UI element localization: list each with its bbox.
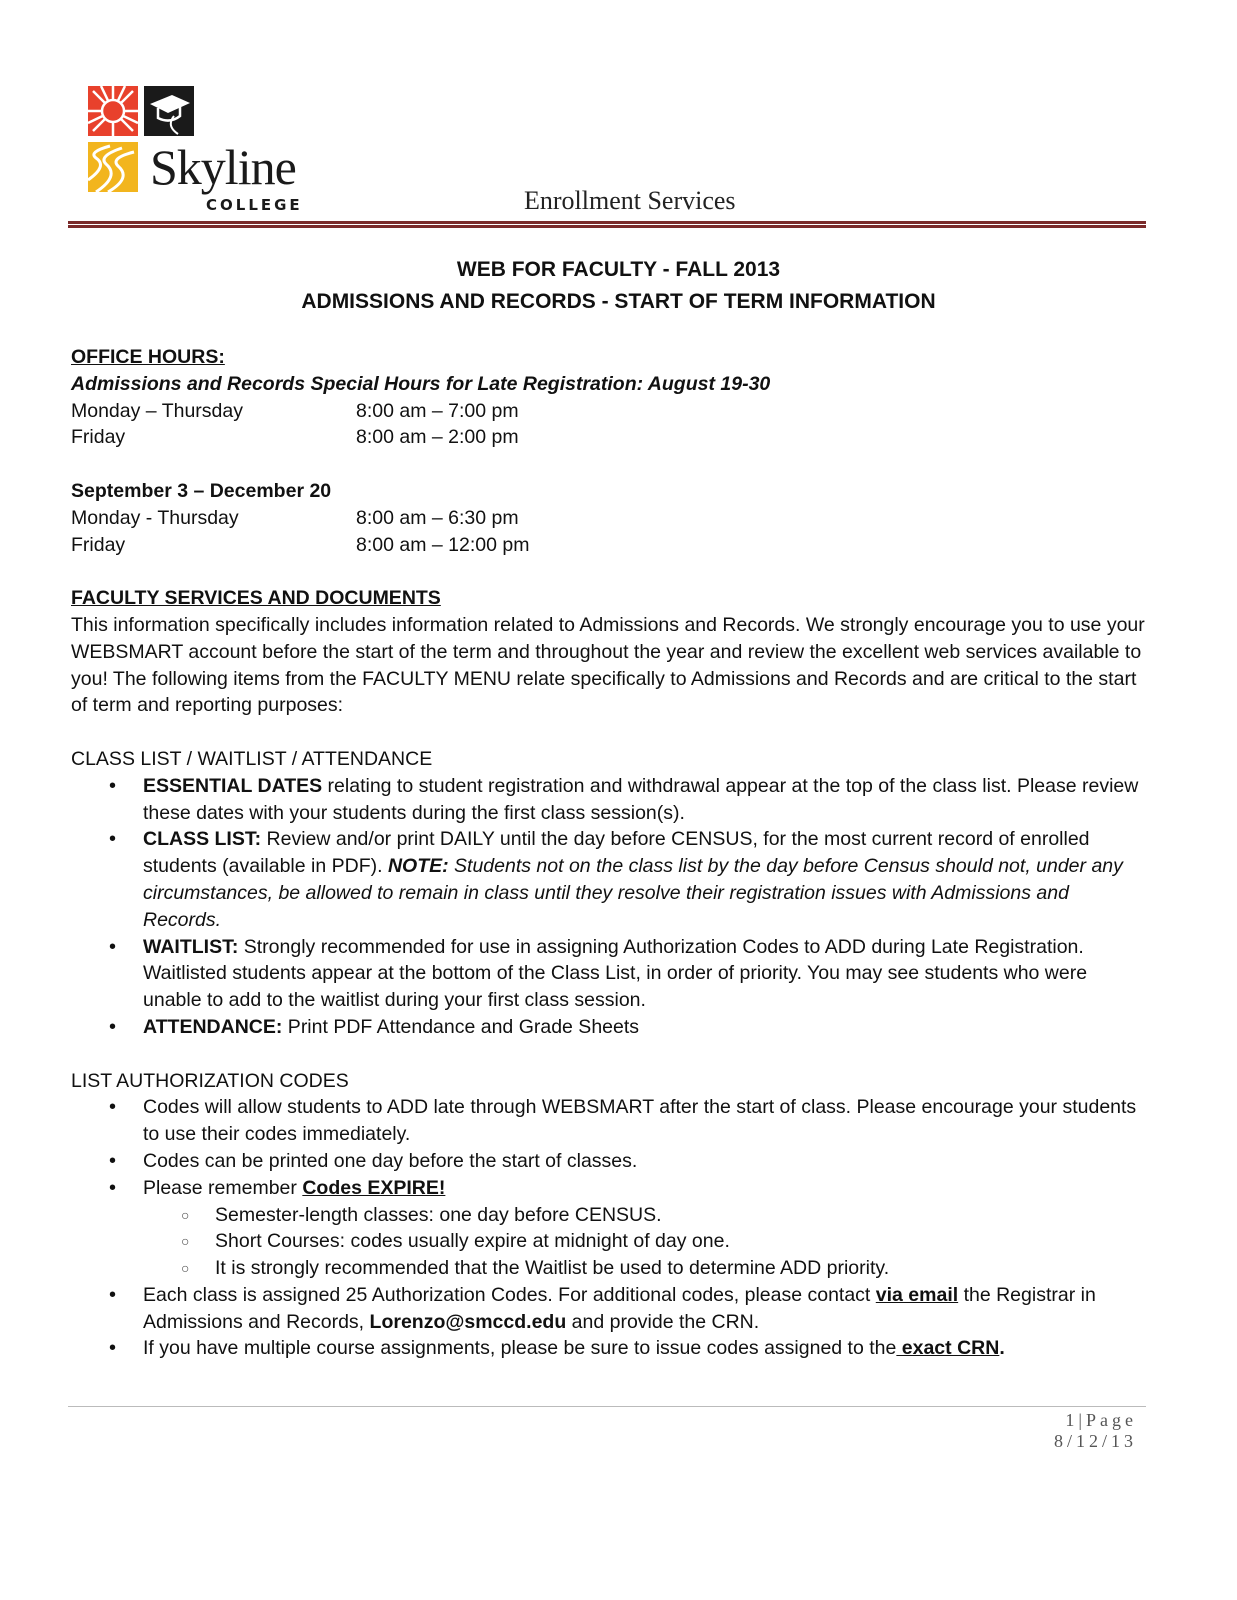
list-item: • Please remember Codes EXPIRE! ○ Semester-length classes: one day before CENSUS. ○ Short Courses: codes usually expire at midnight of day one. ○ It is strongly recommended that the Waitlist be used to determine ADD priority. (143, 1175, 1146, 1282)
document-body (71, 344, 1146, 1362)
road-icon (88, 142, 138, 192)
list-item: • ATTENDANCE: Print PDF Attendance and Grade Sheets (143, 1014, 1146, 1041)
logo-wordmark: Skyline (150, 139, 296, 195)
hours-row (71, 532, 1146, 559)
page-footer (1054, 1410, 1137, 1452)
sub-list-item: ○ Semester-length classes: one day before CENSUS. (215, 1202, 1146, 1229)
expiry-sublist (143, 1202, 1146, 1282)
document-date: 8/12/13 (1053, 1431, 1137, 1451)
list-item: • If you have multiple course assignments, please be sure to issue codes assigned to the exact CRN. (143, 1335, 1146, 1362)
special-hours-label: Admissions and Records Special Hours for Late Registration: August 19-30 (71, 372, 771, 395)
list-item: • Each class is assigned 25 Authorization Codes. For additional codes, please contact via email the Registrar in Admissions and Records, Lorenzo@smccd.edu and provide the CRN. (143, 1282, 1146, 1336)
hours-row (71, 505, 1146, 532)
sun-icon (88, 86, 138, 136)
department-name: Enrollment Services (524, 186, 736, 215)
hours-day: Monday – Thursday (71, 399, 243, 422)
registrar-email[interactable]: Lorenzo@smccd.edu (369, 1310, 567, 1333)
faculty-services-heading: FACULTY SERVICES AND DOCUMENTS (71, 587, 441, 610)
page-number: 1|Page (1065, 1410, 1137, 1430)
via-email-link[interactable]: via email (875, 1283, 959, 1306)
class-list-bullets (71, 773, 1146, 1041)
faculty-services-paragraph: This information specifically includes information related to Admissions and Records. We strongly encourage you to use your WEBSMART account before the start of the term and throughout the year and review the excellent web services available to you! The following items from the FACULTY MENU relate specifically to Admissions and Records and are critical to the start of term and reporting purposes: (71, 613, 1145, 717)
hours-row (71, 424, 1146, 451)
logo-subtitle: COLLEGE (206, 196, 303, 214)
header-rule-top (68, 221, 1146, 224)
header-rule-bottom (68, 225, 1146, 228)
hours-time: 8:00 am – 7:00 pm (356, 399, 519, 422)
hours-day: Friday (71, 426, 126, 449)
sub-list-item: ○ Short Courses: codes usually expire at midnight of day one. (215, 1228, 1146, 1255)
list-item: • WAITLIST: Strongly recommended for use in assigning Authorization Codes to ADD during Late Registration. Waitlisted students appear at the bottom of the Class List, in order of priority. You may see students who were unable to add to the waitlist during your first class session. (143, 934, 1146, 1014)
skyline-college-logo (86, 84, 326, 216)
list-item: • ESSENTIAL DATES relating to student registration and withdrawal appear at the top of the class list. Please review these dates with your students during the first class session(s). (143, 773, 1146, 827)
footer-rule (68, 1406, 1146, 1407)
auth-codes-bullets (71, 1094, 1146, 1362)
hours-time: 8:00 am – 12:00 pm (356, 533, 530, 556)
document-subtitle: ADMISSIONS AND RECORDS - START OF TERM INFORMATION (301, 290, 936, 313)
graduation-cap-icon (144, 86, 194, 136)
list-item: • Codes will allow students to ADD late through WEBSMART after the start of class. Please encourage your students to use their codes immediately. (143, 1094, 1146, 1148)
list-item: • Codes can be printed one day before the start of classes. (143, 1148, 1146, 1175)
hours-row (71, 398, 1146, 425)
term-hours-label: September 3 – December 20 (71, 479, 332, 502)
hours-day: Monday - Thursday (71, 506, 239, 529)
class-list-heading: CLASS LIST / WAITLIST / ATTENDANCE (71, 747, 433, 770)
sub-list-item: ○ It is strongly recommended that the Waitlist be used to determine ADD priority. (215, 1255, 1146, 1282)
document-title: WEB FOR FACULTY - FALL 2013 (456, 258, 781, 281)
office-hours-heading: OFFICE HOURS: (71, 346, 225, 368)
auth-codes-heading: LIST AUTHORIZATION CODES (71, 1069, 349, 1092)
list-item: • CLASS LIST: Review and/or print DAILY until the day before CENSUS, for the most current record of enrolled students (available in PDF). NOTE: Students not on the class list by the day before Census should not, under any circumstances, be allowed to remain in class until they resolve their registration issues with Admissions and Records. (143, 826, 1146, 933)
hours-time: 8:00 am – 2:00 pm (356, 426, 519, 449)
hours-time: 8:00 am – 6:30 pm (356, 506, 519, 529)
hours-day: Friday (71, 533, 126, 556)
